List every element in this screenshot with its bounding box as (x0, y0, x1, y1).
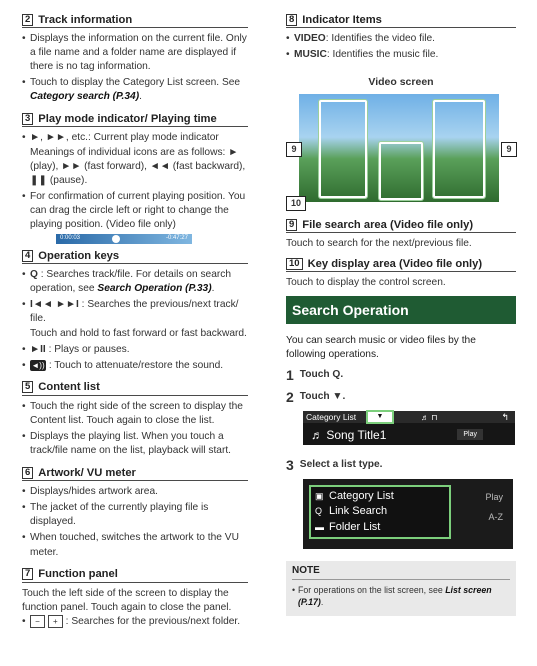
section-title: Content list (38, 381, 100, 394)
left-column (22, 12, 248, 631)
bullet-item: • ◄)) : Touch to attenuate/restore the sound. (22, 359, 248, 373)
bullet-item: • ►II : Plays or pauses. (22, 343, 248, 357)
callout-10: 10 (286, 196, 306, 211)
section-heading-content-list (22, 380, 248, 396)
section-title: Artwork/ VU meter (38, 466, 136, 479)
speaker-icon: ◄)) (31, 360, 45, 370)
step-3: 3 Select a list type. (286, 456, 383, 473)
bullet-item: • Displays the playing list. When you touch a track/file name on the list, playback will start. (22, 430, 248, 458)
play-button[interactable]: Play (457, 429, 483, 440)
cross-reference-link[interactable]: Category search (P.34) (30, 91, 140, 103)
bullet-item: • For confirmation of current playing position. You can drag the circle left or right to change the playing position. (Video file only) (22, 190, 248, 232)
bullet-item: • Touch the right side of the screen to display the Content list. Touch again to close the list. (22, 400, 248, 428)
cross-reference-link[interactable]: Search Operation (P.33) (97, 283, 212, 295)
playback-position-bar[interactable]: 0:00:03 -0:47:27 (56, 234, 192, 244)
section-title: Key display area (Video file only) (307, 257, 483, 270)
paragraph: Touch the left side of the screen to display the function panel. Touch again to close the panel. (22, 587, 232, 613)
bullet-item: • VIDEO: Identifies the video file. (286, 32, 516, 46)
section-heading-file-search-area (286, 217, 516, 233)
section-heading-operation-keys (22, 248, 248, 264)
paragraph: Touch to search for the next/previous file. (286, 238, 472, 250)
note-text: • For operations on the list screen, see List screen (P.17). (292, 584, 510, 608)
callout-9-left: 9 (286, 142, 302, 157)
bullet-item: • When touched, switches the artwork to the VU meter. (22, 531, 248, 559)
section-heading-play-mode (22, 111, 248, 127)
list-type-screen (303, 479, 513, 549)
bullet-item: • Displays the information on the current file. Only a file name and a folder name are displayed if there is no tag information. (22, 32, 248, 74)
section-title: Function panel (38, 568, 118, 581)
bullet-item: • I◄◄ ►►I : Searches the previous/next track/ file. Touch and hold to fast forward or fast backward. (22, 298, 248, 340)
file-search-area-right[interactable] (433, 100, 485, 198)
side-controls: Play A-Z (485, 491, 503, 522)
menu-item-folder-list[interactable]: ▬ Folder List (315, 520, 381, 533)
key-display-area[interactable] (379, 142, 423, 200)
section-title: Play mode indicator/ Playing time (38, 112, 217, 125)
section-heading-track-information (22, 12, 248, 28)
prev-next-icon: I◄◄ ►►I (30, 299, 79, 311)
bullet-item: • Q : Searches track/file. For details on search operation, see Search Operation (P.33). (22, 268, 248, 296)
bullet-item: • ►, ►►, etc.: Current play mode indicator Meanings of individual icons are as follows: ► (play), ►► (fast forward), ◄◄ (fast backward), ❚❚ (pause). (22, 131, 248, 187)
section-number: 5 (22, 381, 33, 393)
dropdown-button[interactable]: ▼ (368, 412, 392, 422)
menu-item-category-list[interactable]: ▣ Category List (315, 489, 394, 502)
section-title: Operation keys (38, 249, 120, 262)
section-number: 10 (286, 258, 303, 270)
step-2: 2 Touch ▼. (286, 388, 346, 405)
bullet-item: • − + : Searches for the previous/next folder. (22, 615, 248, 629)
screen-header: Category List ▼ ♬ ⊓ ↰ (303, 411, 515, 423)
cross-reference-link[interactable]: List screen (P.17) (298, 584, 492, 607)
section-heading-key-display-area (286, 256, 516, 272)
minus-icon: − (30, 615, 45, 628)
back-icon[interactable]: ↰ (501, 411, 509, 422)
song-title: ♬ Song Title1 (311, 427, 387, 442)
video-screen-title: Video screen (368, 76, 434, 89)
file-search-area-left[interactable] (319, 100, 367, 198)
section-number: 3 (22, 113, 33, 125)
section-number: 4 (22, 250, 33, 262)
section-number: 2 (22, 14, 33, 26)
section-number: 9 (286, 219, 297, 231)
section-number: 6 (22, 467, 33, 479)
plus-icon: + (48, 615, 63, 628)
list-type-menu (309, 485, 451, 540)
section-heading-function-panel (22, 567, 248, 583)
section-title: File search area (Video file only) (302, 218, 474, 231)
intro-paragraph: You can search music or video files by the following operations. (286, 335, 476, 361)
category-list-screen (303, 411, 515, 445)
search-icon: Q (30, 269, 38, 281)
section-title: Indicator Items (302, 13, 382, 26)
step-1: 1 Touch Q. (286, 366, 344, 383)
menu-item-link-search[interactable]: Q Link Search (315, 505, 388, 518)
music-icons: ♬ ⊓ (421, 412, 438, 422)
callout-9-right: 9 (501, 142, 517, 157)
video-image (299, 94, 499, 202)
note-title: NOTE (292, 565, 510, 580)
bullet-item: • Touch to display the Category List screen. See Category search (P.34). (22, 76, 248, 104)
bullet-item: • MUSIC: Identifies the music file. (286, 48, 516, 62)
note-box (286, 561, 516, 616)
section-heading-indicator-items (286, 12, 516, 28)
section-number: 8 (286, 14, 297, 26)
bullet-item: • Displays/hides artwork area. (22, 485, 248, 499)
play-pause-icon: ►II (30, 343, 46, 355)
section-number: 7 (22, 568, 33, 580)
video-screen-figure (286, 94, 516, 212)
right-column (286, 12, 516, 616)
position-handle[interactable] (112, 235, 120, 243)
paragraph: Touch to display the control screen. (286, 277, 446, 289)
bullet-item: • The jacket of the currently playing file is displayed. (22, 501, 248, 529)
section-title: Track information (38, 13, 133, 26)
section-heading-artwork (22, 465, 248, 481)
search-operation-banner: Search Operation (286, 296, 516, 324)
